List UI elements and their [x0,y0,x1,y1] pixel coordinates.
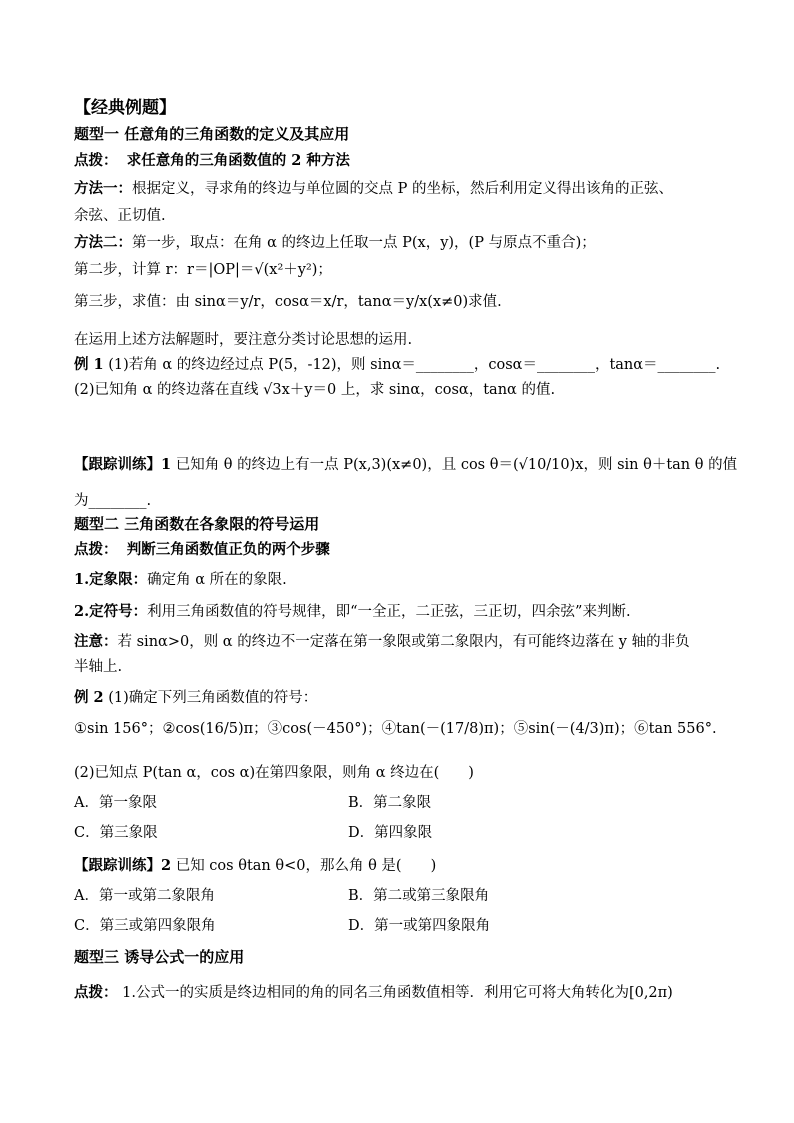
section-header: 【经典例题】 [74,98,176,118]
type3-title: 题型三 诱导公式一的应用 [74,948,245,966]
ex2-option-d: D．第四象限 [348,825,433,841]
method1-cont: 余弦、正切值. [74,208,166,224]
type1-title: 题型一 任意角的三角函数的定义及其应用 [74,125,350,143]
method2: 方法二：第一步，取点：在角 α 的终边上任取一点 P(x，y)，(P 与原点不重合)； [74,234,596,251]
example2-items: ①sin 156°；②cos(16/5)π；③cos(－450°)；④tan(－(17/8)π)；⑤sin(－(4/3)π)；⑥tan 556°. [74,721,717,737]
step3: 第三步，求值：由 sinα＝y/r，cosα＝x/r，tanα＝y/x(x≠0)求值. [74,294,502,310]
type2-tip: 点拨： 判断三角函数值正负的两个步骤 [74,541,330,558]
type3-tip: 点拨： 1.公式一的实质是终边相同的角的同名三角函数值相等．利用它可将大角转化为[0,2π) [74,984,673,1001]
method1: 方法一：根据定义，寻求角的终边与单位圆的交点 P 的坐标，然后利用定义得出该角的正弦、 [74,180,673,197]
type2-note: 注意：若 sinα>0，则 α 的终边不一定落在第一象限或第二象限内，有可能终边落在 y 轴的非负 [74,633,690,650]
step-sign: 2.定符号：利用三角函数值的符号规律，即“一全正，二正弦，三正切，四余弦”来判断. [74,603,631,620]
type2-note-cont: 半轴上. [74,659,123,675]
tr2-option-d: D．第一或第四象限角 [348,918,491,934]
tr2-option-c: C．第三或第四象限角 [74,918,216,934]
training1-cont: 为________. [74,493,152,509]
step2: 第二步，计算 r：r＝|OP|＝√(x²＋y²)； [74,262,332,278]
tr2-option-a: A．第一或第二象限角 [74,888,215,904]
example1-q2: (2)已知角 α 的终边落在直线 √3x＋y＝0 上，求 sinα，cosα，tanα 的值. [74,382,556,398]
ex2-option-c: C．第三象限 [74,825,158,841]
type1-tip: 点拨： 求任意角的三角函数值的 2 种方法 [74,152,350,169]
ex2-option-a: A．第一象限 [74,795,157,811]
example2-q1: 例 2 (1)确定下列三角函数值的符号： [74,689,318,706]
example2-q2: (2)已知点 P(tan α，cos α)在第四象限，则角 α 终边在( ) [74,765,474,781]
training1: 【跟踪训练】1 已知角 θ 的终边上有一点 P(x,3)(x≠0)，且 cos θ＝(√10/10)x，则 sin θ＋tan θ 的值 [74,456,738,473]
tr2-option-b: B．第二或第三象限角 [348,888,490,904]
example1-q1: 例 1 (1)若角 α 的终边经过点 P(5，-12)，则 sinα＝________，cosα＝________，tanα＝________. [74,356,721,373]
step-quadrant: 1.定象限：确定角 α 所在的象限. [74,571,287,588]
type2-title: 题型二 三角函数在各象限的符号运用 [74,515,320,533]
method-note: 在运用上述方法解题时，要注意分类讨论思想的运用. [74,332,413,348]
ex2-option-b: B．第二象限 [348,795,432,811]
training2: 【跟踪训练】2 已知 cos θtan θ<0，那么角 θ 是( ) [74,857,437,874]
